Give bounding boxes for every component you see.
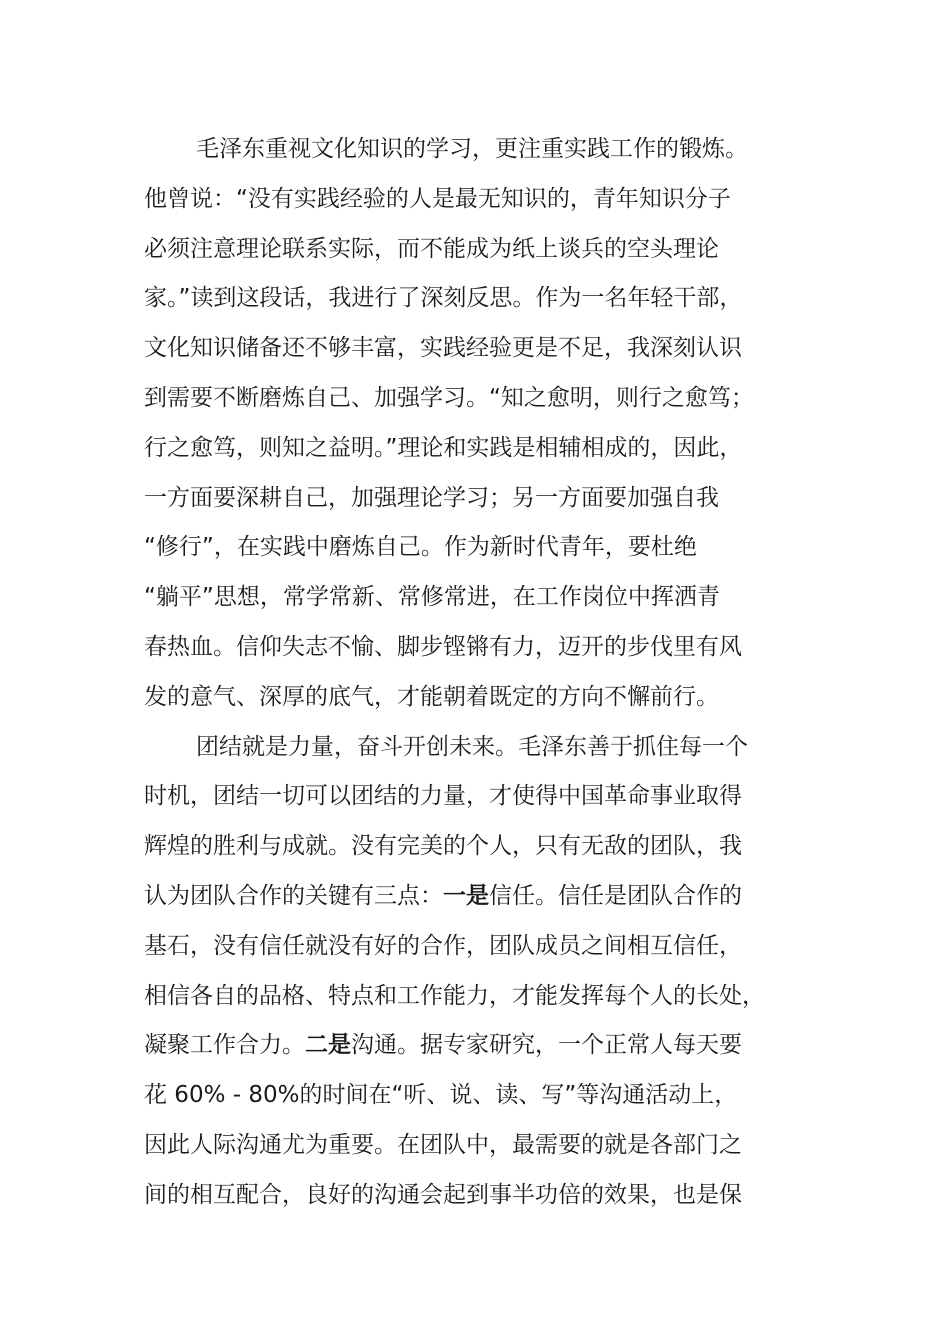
paragraph-1-line: 发的意气、深厚的底气，才能朝着既定的方向不懈前行。: [144, 683, 719, 710]
paragraph-2-line: [144, 1021, 814, 1071]
line-text: 沟通。据专家研究，一个正常人每天要: [351, 1032, 742, 1059]
paragraph-2-line: 因此人际沟通尤为重要。在团队中，最需要的就是各部门之: [144, 1131, 742, 1158]
paragraph-2-line: 相信各自的品格、特点和工作能力，才能发挥每个人的长处，: [144, 982, 765, 1009]
paragraph-2-line: 基石，没有信任就没有好的合作，团队成员之间相互信任，: [144, 932, 742, 959]
paragraph-1-line: “躺平”思想，常学常新、常修常进，在工作岗位中挥洒青: [144, 584, 720, 611]
paragraph-2-line: 间的相互配合，良好的沟通会起到事半功倍的效果，也是保: [144, 1181, 742, 1208]
paragraph-2-line: 花 60% - 80%的时间在“听、说、读、写”等沟通活动上，: [144, 1082, 738, 1109]
paragraph-1-line: 春热血。信仰失志不愉、脚步铿锵有力，迈开的步伐里有风: [144, 633, 742, 660]
paragraph-1-line: 文化知识储备还不够丰富，实践经验更是不足，我深刻认识: [144, 335, 742, 362]
paragraph-1-line: 毛泽东重视文化知识的学习，更注重实践工作的锻炼。: [196, 136, 748, 162]
document-body: [144, 125, 814, 1221]
paragraph-1-line: “修行”，在实践中磨炼自己。作为新时代青年，要杜绝: [144, 534, 697, 561]
line-text: 凝聚工作合力。: [144, 1032, 305, 1059]
point-two-label: 二是: [305, 1032, 351, 1059]
line-text: 认为团队合作的关键有三点：: [144, 882, 443, 909]
paragraph-2-line: 时机，团结一切可以团结的力量，才使得中国革命事业取得: [144, 783, 742, 810]
paragraph-2-line: 辉煌的胜利与成就。没有完美的个人，只有无敌的团队，我: [144, 833, 742, 860]
paragraph-1-line: 家。”读到这段话，我进行了深刻反思。作为一名年轻干部，: [144, 285, 743, 312]
paragraph-1-line: 到需要不断磨炼自己、加强学习。“知之愈明，则行之愈笃；: [144, 384, 754, 411]
point-one-label: 一是: [443, 882, 489, 909]
paragraph-1-line: 一方面要深耕自己，加强理论学习；另一方面要加强自我: [144, 484, 719, 511]
paragraph-1-line: 他曾说：“没有实践经验的人是最无知识的，青年知识分子: [144, 185, 731, 212]
paragraph-1-line: 必须注意理论联系实际，而不能成为纸上谈兵的空头理论: [144, 235, 719, 262]
paragraph-2-line: 团结就是力量，奋斗开创未来。毛泽东善于抓住每一个: [196, 733, 748, 760]
paragraph-1-line: 行之愈笃，则知之益明。”理论和实践是相辅相成的，因此，: [144, 434, 743, 461]
paragraph-2-line: [144, 872, 814, 922]
line-text: 信任。信任是团队合作的: [489, 882, 742, 909]
